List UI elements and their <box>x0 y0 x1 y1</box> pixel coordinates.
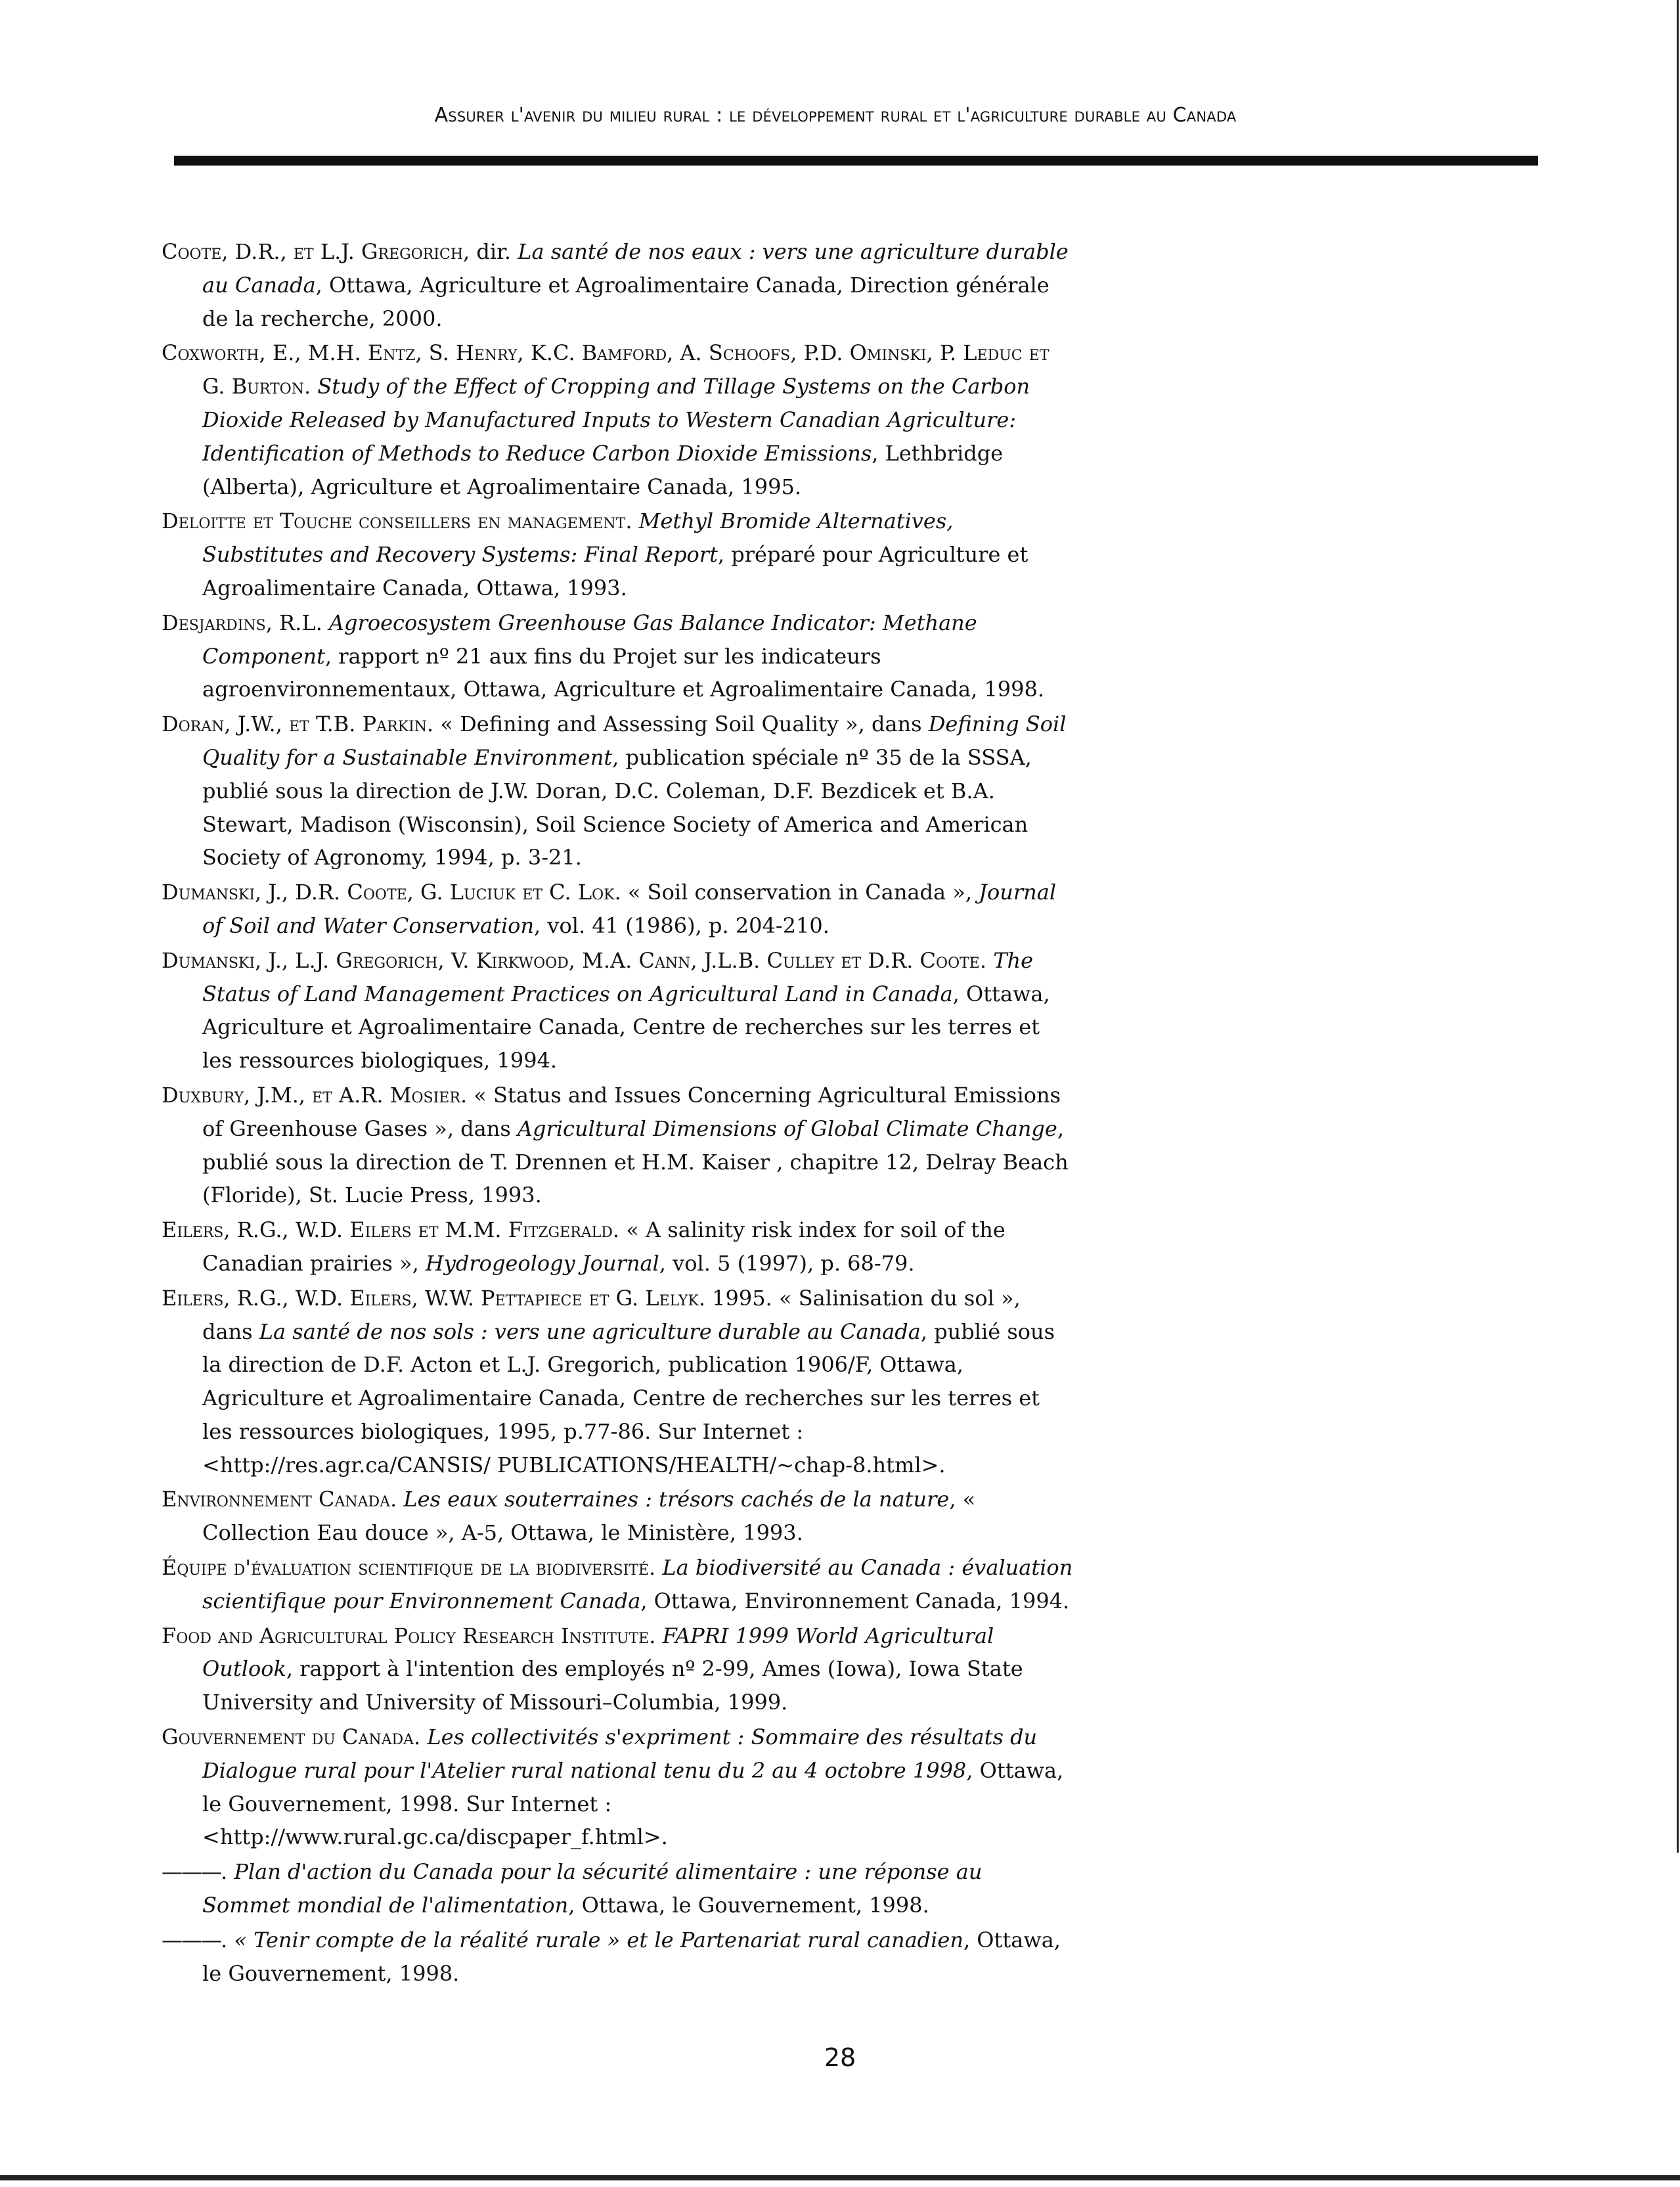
entry-pre: . <box>221 1859 234 1885</box>
bibliography-entry <box>162 1855 1074 1922</box>
entry-title: Agroecosystem Greenhouse Gas Balance Indicator: Methane Component <box>202 610 977 669</box>
entry-title: Journal of Soil and Water Conservation <box>202 880 1057 938</box>
entry-pre: . « Status and Issues Concerning Agricultural Emissions of Greenhouse Gases », dans <box>202 1082 1061 1141</box>
entry-details: , Ottawa, le Gouvernement, 1998. <box>568 1893 929 1918</box>
entry-author: Doran, J.W., et T.B. Parkin <box>162 711 428 737</box>
entry-author: Eilers, R.G., W.D. Eilers, W.W. Pettapiece et G. Lelyk <box>162 1285 699 1311</box>
entry-title: Hydrogeology Journal <box>425 1250 659 1276</box>
entry-pre: . <box>221 1927 234 1952</box>
entry-pre: . <box>414 1725 428 1750</box>
bibliography-entry <box>162 1619 1074 1719</box>
entry-author: ——— <box>162 1859 221 1885</box>
bibliography-entry <box>162 1924 1074 1991</box>
bibliography-entry <box>162 235 1074 335</box>
entry-author: Coote, D.R., et L.J. Gregorich <box>162 239 464 264</box>
bibliography-entry <box>162 606 1074 706</box>
bibliography-entry <box>162 1213 1074 1280</box>
entry-author: Food and Agricultural Policy Research Institute <box>162 1623 650 1648</box>
running-header: Assurer l'avenir du milieu rural : le développement rural et l'agriculture durable au Canada <box>434 104 1237 127</box>
entry-author: Environnement Canada <box>162 1487 391 1512</box>
scan-edge-bottom <box>0 2175 1680 2180</box>
entry-author: Deloitte et Touche conseillers en management <box>162 508 626 534</box>
entry-author: ——— <box>162 1927 221 1952</box>
entry-details: , rapport nº 21 aux fins du Projet sur les indicateurs agroenvironnementaux, Ottawa, Agriculture et Agroalimentaire Canada, 1998. <box>202 643 1045 702</box>
entry-details: , vol. 41 (1986), p. 204-210. <box>534 913 829 938</box>
entry-pre: . <box>303 374 318 399</box>
entry-pre: . <box>649 1555 663 1581</box>
entry-details: , « Collection Eau douce », A-5, Ottawa, le Ministère, 1993. <box>202 1487 976 1546</box>
entry-pre: . <box>315 610 329 635</box>
entry-title: FAPRI 1999 World Agricultural Outlook <box>202 1623 994 1682</box>
entry-title: La biodiversité au Canada : évaluation scientifique pour Environnement Canada <box>202 1555 1073 1613</box>
bibliography-entry <box>162 876 1074 943</box>
entry-details: , Ottawa, le Gouvernement, 1998. Sur Internet : <http://www.rural.gc.ca/discpaper_f.html>. <box>202 1757 1064 1850</box>
entry-title: Les eaux souterraines : trésors cachés de la nature <box>403 1487 950 1512</box>
entry-author: Gouvernement du Canada <box>162 1725 414 1750</box>
entry-title: Les collectivités s'expriment : Sommaire des résultats du Dialogue rural pour l'Atelier rural national tenu du 2 au 4 octobre 1998 <box>202 1725 1038 1783</box>
entry-pre: . <box>979 947 994 973</box>
entry-author: Duxbury, J.M., et A.R. Mosier <box>162 1082 460 1108</box>
entry-author: Desjardins, R.L <box>162 610 316 635</box>
bibliography-entry <box>162 1721 1074 1854</box>
entry-pre: . <box>625 508 639 534</box>
bibliography-entry <box>162 1282 1074 1482</box>
entry-details: , Ottawa, Agriculture et Agroalimentaire Canada, Direction générale de la recherche, 2000. <box>202 272 1050 331</box>
entry-title: The Status of Land Management Practices on Agricultural Land in Canada <box>202 947 1034 1006</box>
bibliography-entry <box>162 505 1074 604</box>
entry-author: Dumanski, J., D.R. Coote, G. Luciuk et C. Lok <box>162 880 615 905</box>
bibliography-entry <box>162 336 1074 503</box>
entry-title: « Tenir compte de la réalité rurale » et le Partenariat rural canadien <box>234 1927 963 1952</box>
entry-pre: . « A salinity risk index for soil of the Canadian prairies », <box>202 1217 1006 1276</box>
bibliography-entry <box>162 1551 1074 1618</box>
entry-author: Coxworth, E., M.H. Entz, S. Henry, K.C. Bamford, A. Schoofs, P.D. Ominski, P. Leduc et G. Burton <box>162 340 1050 399</box>
entry-details: , Ottawa, le Gouvernement, 1998. <box>202 1927 1061 1986</box>
entry-pre: . « Defining and Assessing Soil Quality », dans <box>427 711 929 737</box>
bibliography-entry <box>162 1483 1074 1550</box>
bibliography-entry <box>162 1079 1074 1212</box>
bibliography <box>162 235 1074 1990</box>
entry-author: Équipe d'évaluation scientifique de la biodiversité <box>162 1555 650 1581</box>
entry-details: , Ottawa, Environnement Canada, 1994. <box>640 1588 1070 1613</box>
entry-pre: . <box>390 1487 404 1512</box>
entry-author: Dumanski, J., L.J. Gregorich, V. Kirkwood, M.A. Cann, J.L.B. Culley et D.R. Coote <box>162 947 980 973</box>
entry-details: , publication spéciale nº 35 de la SSSA, publié sous la direction de J.W. Doran, D.C. Coleman, D.F. Bezdicek et B.A. Stewart, Madison (Wisconsin), Soil Science Society of America and American Society of Agronomy, 1994, p. 3-21. <box>202 744 1032 870</box>
entry-pre: , dir. <box>463 239 518 264</box>
entry-title: La santé de nos sols : vers une agriculture durable au Canada <box>259 1319 921 1344</box>
entry-details: , publié sous la direction de D.F. Acton et L.J. Gregorich, publication 1906/F, Ottawa, Agriculture et Agroalimentaire Canada, Centre de recherches sur les terres et les ressources biologiques, 1995, p.77-86. Sur Internet : <http://res.agr.ca/CANSIS/ PUBLICATIONS/HEALTH/~chap-8.html>. <box>202 1319 1055 1477</box>
bibliography-entry <box>162 944 1074 1077</box>
entry-title: Study of the Effect of Cropping and Tillage Systems on the Carbon Dioxide Released by Manufactured Inputs to Western Canadian Agriculture: Identification of Methods to Reduce Carbon Dioxide Emissions <box>202 374 1030 466</box>
entry-title: Defining Soil Quality for a Sustainable Environment <box>202 711 1067 770</box>
entry-details: , publié sous la direction de T. Drennen et H.M. Kaiser , chapitre 12, Delray Beach (Floride), St. Lucie Press, 1993. <box>202 1116 1069 1208</box>
entry-details: , Ottawa, Agriculture et Agroalimentaire Canada, Centre de recherches sur les terres et les ressources biologiques, 1994. <box>202 981 1050 1073</box>
entry-pre: . « Soil conservation in Canada », <box>614 880 979 905</box>
entry-pre: . <box>649 1623 663 1648</box>
entry-title: Agricultural Dimensions of Global Climate Change <box>517 1116 1057 1141</box>
entry-title: La santé de nos eaux : vers une agriculture durable au Canada <box>202 239 1069 298</box>
entry-details: , rapport à l'intention des employés nº 2-99, Ames (Iowa), Iowa State University and University of Missouri–Columbia, 1999. <box>202 1656 1023 1715</box>
entry-author: Eilers, R.G., W.D. Eilers et M.M. Fitzgerald <box>162 1217 613 1243</box>
header-rule <box>174 156 1538 166</box>
entry-title: Methyl Bromide Alternatives, Substitutes and Recovery Systems: Final Report <box>202 508 954 568</box>
bibliography-entry <box>162 708 1074 874</box>
entry-pre: . 1995. « Salinisation du sol », dans <box>202 1285 1021 1344</box>
entry-details: , préparé pour Agriculture et Agroalimentaire Canada, Ottawa, 1993. <box>202 542 1028 600</box>
page-number: 28 <box>824 2043 856 2072</box>
entry-title: Plan d'action du Canada pour la sécurité alimentaire : une réponse au Sommet mondial de l'alimentation <box>202 1859 983 1918</box>
entry-details: , Lethbridge (Alberta), Agriculture et Agroalimentaire Canada, 1995. <box>202 440 1004 499</box>
entry-details: , vol. 5 (1997), p. 68-79. <box>659 1250 915 1276</box>
scan-edge-right <box>1677 0 1679 1853</box>
